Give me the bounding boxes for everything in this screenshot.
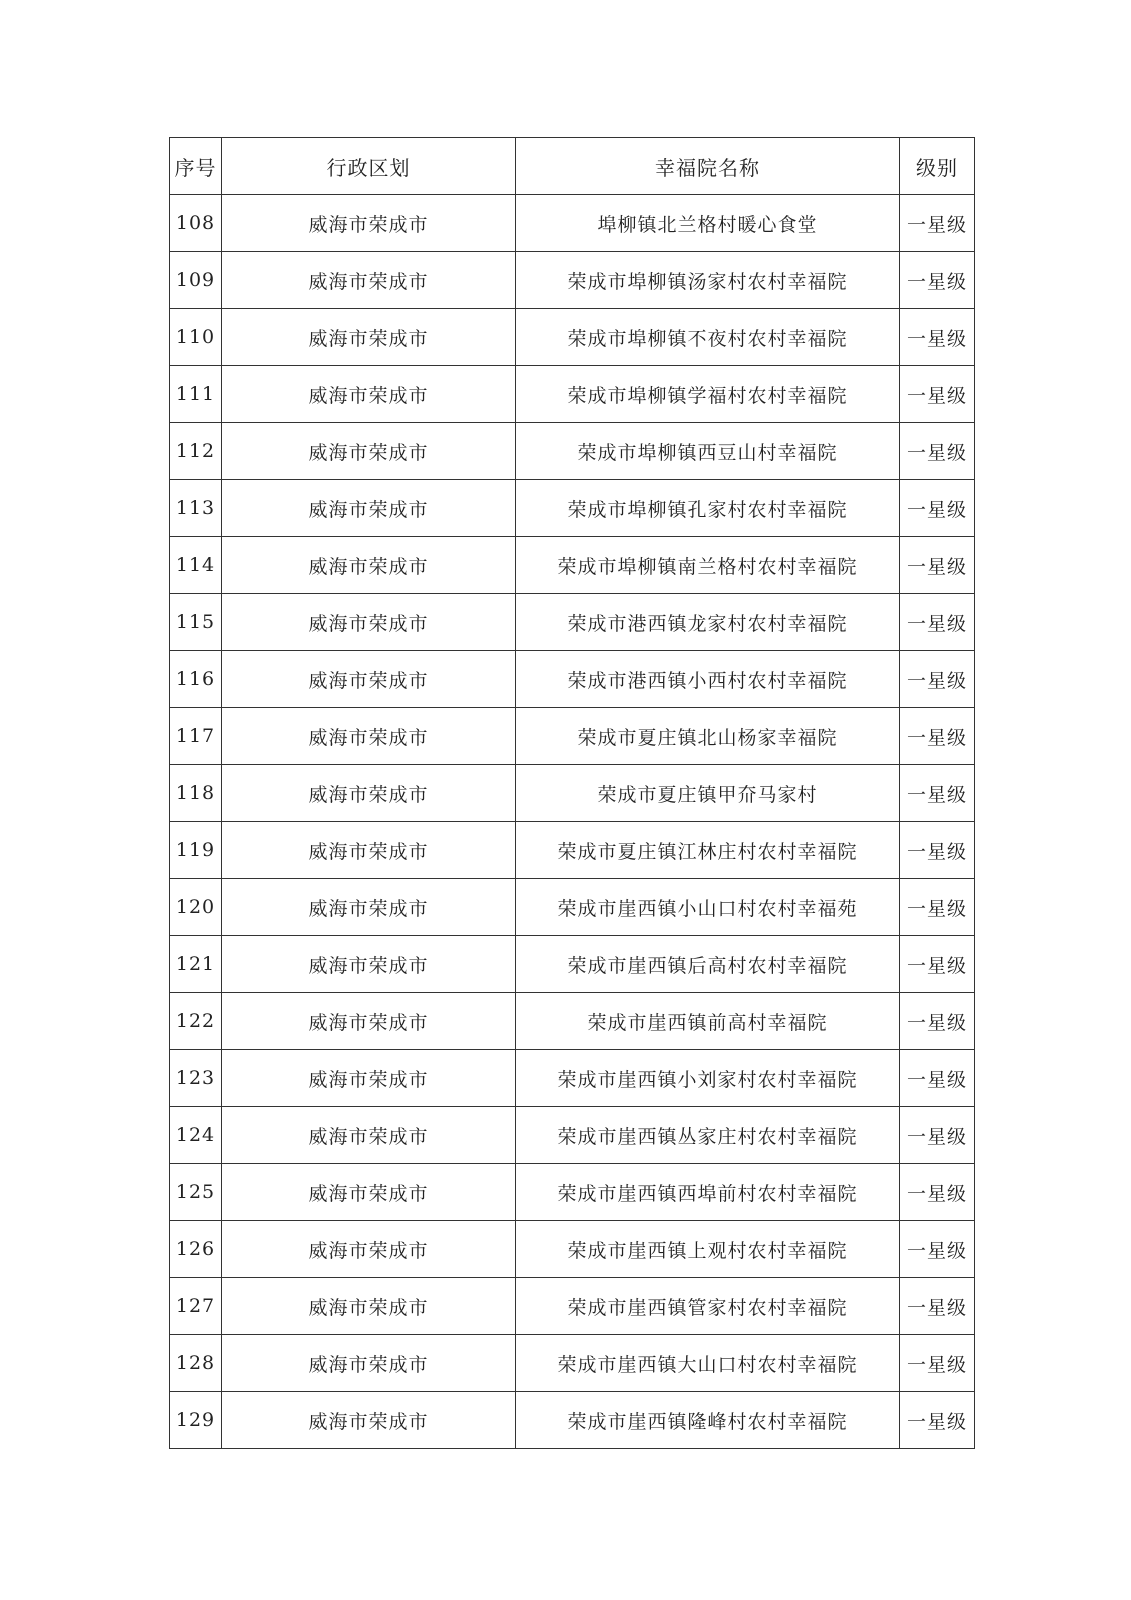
cell-region: 威海市荣成市 bbox=[222, 1107, 516, 1164]
table-header bbox=[170, 138, 975, 195]
cell-level: 一星级 bbox=[900, 708, 975, 765]
cell-level: 一星级 bbox=[900, 822, 975, 879]
cell-level: 一星级 bbox=[900, 1221, 975, 1278]
cell-name: 荣成市夏庄镇北山杨家幸福院 bbox=[516, 708, 900, 765]
cell-region: 威海市荣成市 bbox=[222, 708, 516, 765]
cell-level: 一星级 bbox=[900, 1392, 975, 1449]
cell-level: 一星级 bbox=[900, 480, 975, 537]
table-row bbox=[170, 1392, 975, 1449]
cell-name: 荣成市崖西镇前高村幸福院 bbox=[516, 993, 900, 1050]
cell-name: 荣成市夏庄镇江林庄村农村幸福院 bbox=[516, 822, 900, 879]
cell-seq: 116 bbox=[170, 651, 222, 708]
table-row bbox=[170, 594, 975, 651]
cell-name: 荣成市港西镇小西村农村幸福院 bbox=[516, 651, 900, 708]
cell-level: 一星级 bbox=[900, 765, 975, 822]
header-level: 级别 bbox=[900, 138, 975, 195]
cell-name: 荣成市崖西镇丛家庄村农村幸福院 bbox=[516, 1107, 900, 1164]
cell-level: 一星级 bbox=[900, 936, 975, 993]
table-row bbox=[170, 651, 975, 708]
cell-region: 威海市荣成市 bbox=[222, 195, 516, 252]
cell-seq: 112 bbox=[170, 423, 222, 480]
cell-seq: 111 bbox=[170, 366, 222, 423]
cell-level: 一星级 bbox=[900, 366, 975, 423]
cell-level: 一星级 bbox=[900, 537, 975, 594]
cell-seq: 114 bbox=[170, 537, 222, 594]
cell-level: 一星级 bbox=[900, 879, 975, 936]
table-row bbox=[170, 537, 975, 594]
table-row bbox=[170, 366, 975, 423]
header-region: 行政区划 bbox=[222, 138, 516, 195]
cell-name: 荣成市埠柳镇孔家村农村幸福院 bbox=[516, 480, 900, 537]
cell-name: 荣成市崖西镇小刘家村农村幸福院 bbox=[516, 1050, 900, 1107]
table-row bbox=[170, 252, 975, 309]
cell-name: 埠柳镇北兰格村暖心食堂 bbox=[516, 195, 900, 252]
cell-region: 威海市荣成市 bbox=[222, 309, 516, 366]
cell-region: 威海市荣成市 bbox=[222, 822, 516, 879]
table-row bbox=[170, 195, 975, 252]
table-row bbox=[170, 1335, 975, 1392]
cell-seq: 124 bbox=[170, 1107, 222, 1164]
header-name: 幸福院名称 bbox=[516, 138, 900, 195]
cell-name: 荣成市崖西镇小山口村农村幸福苑 bbox=[516, 879, 900, 936]
cell-seq: 129 bbox=[170, 1392, 222, 1449]
table-row bbox=[170, 1107, 975, 1164]
cell-level: 一星级 bbox=[900, 651, 975, 708]
cell-name: 荣成市港西镇龙家村农村幸福院 bbox=[516, 594, 900, 651]
cell-level: 一星级 bbox=[900, 993, 975, 1050]
cell-region: 威海市荣成市 bbox=[222, 594, 516, 651]
cell-seq: 117 bbox=[170, 708, 222, 765]
cell-level: 一星级 bbox=[900, 1335, 975, 1392]
header-row bbox=[170, 138, 975, 195]
cell-level: 一星级 bbox=[900, 195, 975, 252]
cell-region: 威海市荣成市 bbox=[222, 537, 516, 594]
cell-seq: 118 bbox=[170, 765, 222, 822]
cell-name: 荣成市夏庄镇甲夼马家村 bbox=[516, 765, 900, 822]
cell-name: 荣成市崖西镇上观村农村幸福院 bbox=[516, 1221, 900, 1278]
cell-level: 一星级 bbox=[900, 309, 975, 366]
cell-seq: 110 bbox=[170, 309, 222, 366]
table-row bbox=[170, 1164, 975, 1221]
cell-region: 威海市荣成市 bbox=[222, 480, 516, 537]
cell-name: 荣成市崖西镇大山口村农村幸福院 bbox=[516, 1335, 900, 1392]
table-row bbox=[170, 1221, 975, 1278]
cell-region: 威海市荣成市 bbox=[222, 1278, 516, 1335]
cell-seq: 127 bbox=[170, 1278, 222, 1335]
cell-level: 一星级 bbox=[900, 423, 975, 480]
cell-name: 荣成市崖西镇管家村农村幸福院 bbox=[516, 1278, 900, 1335]
cell-level: 一星级 bbox=[900, 1050, 975, 1107]
welfare-institution-table bbox=[169, 137, 975, 1449]
cell-name: 荣成市埠柳镇西豆山村幸福院 bbox=[516, 423, 900, 480]
cell-name: 荣成市埠柳镇不夜村农村幸福院 bbox=[516, 309, 900, 366]
cell-level: 一星级 bbox=[900, 252, 975, 309]
table-row bbox=[170, 1050, 975, 1107]
cell-seq: 121 bbox=[170, 936, 222, 993]
cell-region: 威海市荣成市 bbox=[222, 651, 516, 708]
table-row bbox=[170, 309, 975, 366]
cell-seq: 119 bbox=[170, 822, 222, 879]
cell-region: 威海市荣成市 bbox=[222, 1392, 516, 1449]
cell-seq: 123 bbox=[170, 1050, 222, 1107]
cell-seq: 128 bbox=[170, 1335, 222, 1392]
cell-seq: 122 bbox=[170, 993, 222, 1050]
cell-name: 荣成市崖西镇隆峰村农村幸福院 bbox=[516, 1392, 900, 1449]
table-row bbox=[170, 480, 975, 537]
cell-region: 威海市荣成市 bbox=[222, 366, 516, 423]
cell-name: 荣成市崖西镇西埠前村农村幸福院 bbox=[516, 1164, 900, 1221]
cell-region: 威海市荣成市 bbox=[222, 765, 516, 822]
cell-seq: 125 bbox=[170, 1164, 222, 1221]
table-row bbox=[170, 936, 975, 993]
cell-name: 荣成市埠柳镇汤家村农村幸福院 bbox=[516, 252, 900, 309]
cell-region: 威海市荣成市 bbox=[222, 1335, 516, 1392]
cell-level: 一星级 bbox=[900, 1107, 975, 1164]
table-row bbox=[170, 765, 975, 822]
cell-seq: 120 bbox=[170, 879, 222, 936]
cell-seq: 109 bbox=[170, 252, 222, 309]
cell-region: 威海市荣成市 bbox=[222, 936, 516, 993]
cell-name: 荣成市埠柳镇南兰格村农村幸福院 bbox=[516, 537, 900, 594]
cell-region: 威海市荣成市 bbox=[222, 1164, 516, 1221]
header-seq: 序号 bbox=[170, 138, 222, 195]
cell-seq: 113 bbox=[170, 480, 222, 537]
table-row bbox=[170, 822, 975, 879]
cell-region: 威海市荣成市 bbox=[222, 252, 516, 309]
cell-region: 威海市荣成市 bbox=[222, 993, 516, 1050]
cell-name: 荣成市崖西镇后高村农村幸福院 bbox=[516, 936, 900, 993]
cell-level: 一星级 bbox=[900, 594, 975, 651]
cell-region: 威海市荣成市 bbox=[222, 879, 516, 936]
cell-seq: 108 bbox=[170, 195, 222, 252]
cell-seq: 126 bbox=[170, 1221, 222, 1278]
table-row bbox=[170, 1278, 975, 1335]
cell-seq: 115 bbox=[170, 594, 222, 651]
table-row bbox=[170, 708, 975, 765]
table-row bbox=[170, 993, 975, 1050]
cell-level: 一星级 bbox=[900, 1278, 975, 1335]
table-row bbox=[170, 423, 975, 480]
cell-name: 荣成市埠柳镇学福村农村幸福院 bbox=[516, 366, 900, 423]
cell-region: 威海市荣成市 bbox=[222, 1050, 516, 1107]
table-row bbox=[170, 879, 975, 936]
cell-region: 威海市荣成市 bbox=[222, 1221, 516, 1278]
table-body bbox=[170, 195, 975, 1449]
cell-region: 威海市荣成市 bbox=[222, 423, 516, 480]
cell-level: 一星级 bbox=[900, 1164, 975, 1221]
